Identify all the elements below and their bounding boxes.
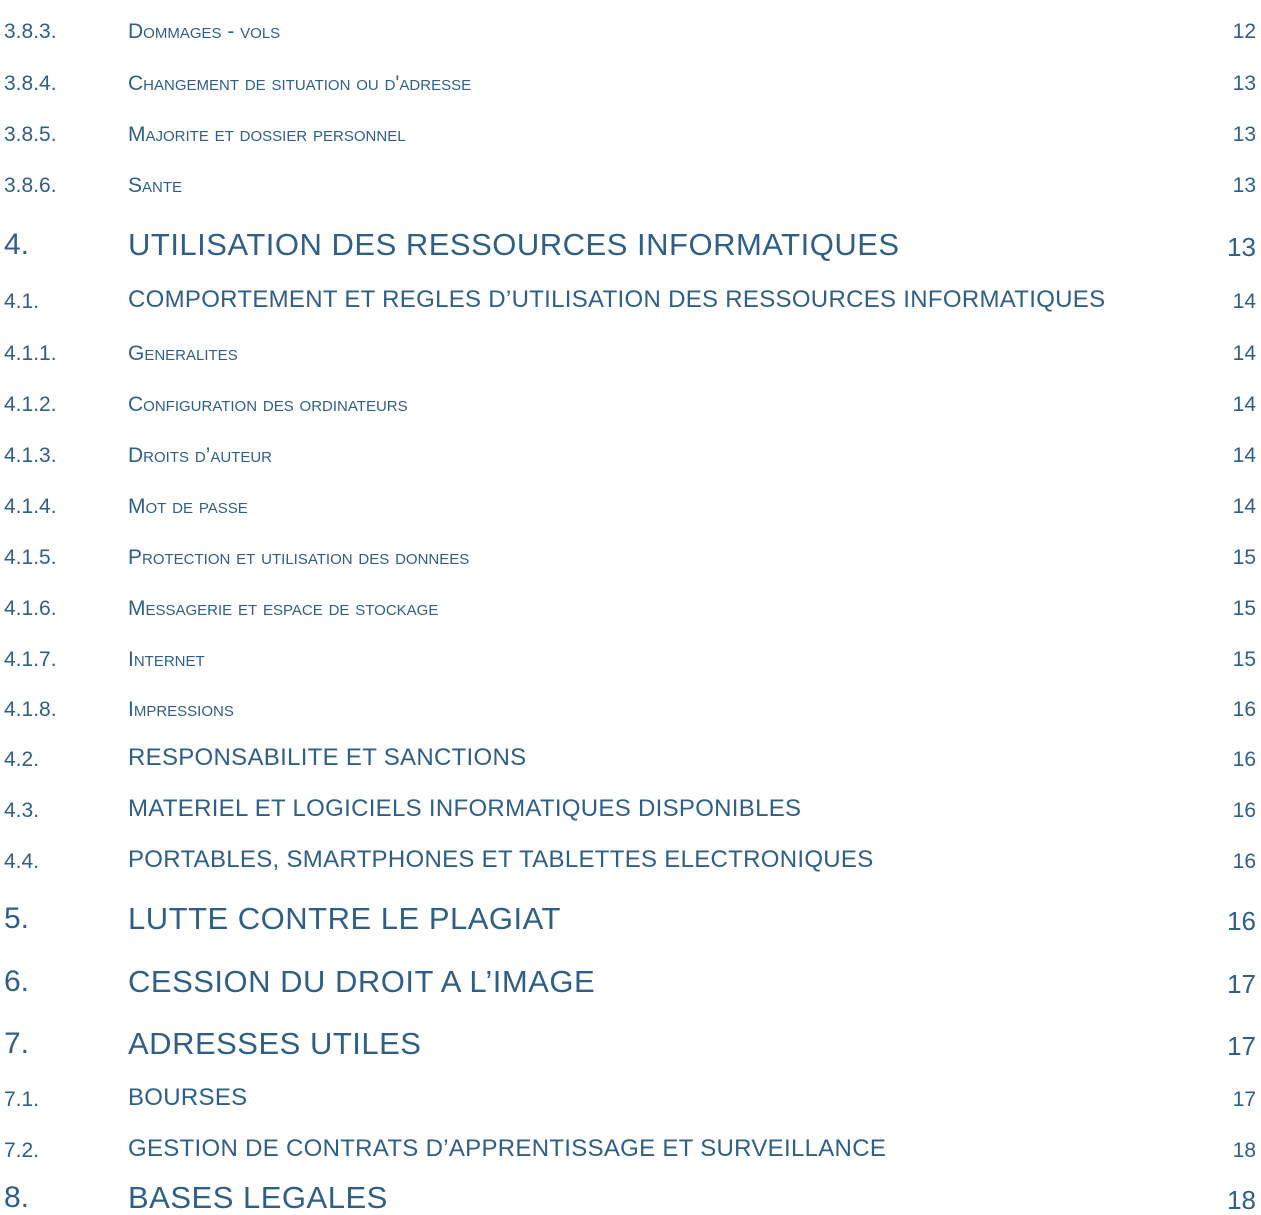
toc-entry-number: 4.1.2. [4, 393, 57, 416]
toc-entry-number: 4.1.1. [4, 342, 57, 365]
toc-entry-title: PORTABLES, SMARTPHONES ET TABLETTES ELECTRONIQUES [128, 846, 874, 873]
toc-entry-number: 7. [4, 1027, 30, 1060]
toc-entry-number: 4.4. [4, 850, 40, 873]
toc-entry-page-number: 16 [1232, 748, 1256, 771]
toc-entry-number: 4.1.3. [4, 444, 57, 467]
toc-entry-title: Messagerie et espace de stockage [128, 597, 439, 620]
toc-entry-number: 4.1. [4, 290, 40, 313]
toc-entry-title: RESPONSABILITE ET SANCTIONS [128, 744, 527, 771]
toc-entry-title: Protection et utilisation des donnees [128, 546, 470, 569]
toc-entry-title: BASES LEGALES [128, 1180, 388, 1215]
toc-entry-number: 4.1.8. [4, 698, 57, 721]
toc-entry-title: ADRESSES UTILES [128, 1026, 422, 1061]
toc-entry[interactable] [0, 1173, 1261, 1213]
toc-entry-number: 4. [4, 228, 30, 261]
toc-entry-page-number: 15 [1232, 597, 1256, 620]
toc-entry-title: Generalites [128, 342, 238, 365]
toc-entry-title: LUTTE CONTRE LE PLAGIAT [128, 901, 561, 936]
toc-entry-page-number: 16 [1232, 850, 1256, 873]
toc-entry-page-number: 13 [1232, 174, 1256, 197]
toc-entry[interactable] [0, 426, 1261, 466]
toc-entry-title: UTILISATION DES RESSOURCES INFORMATIQUES [128, 227, 900, 262]
toc-entry-page-number: 18 [1227, 1185, 1256, 1215]
toc-entry-page-number: 14 [1232, 444, 1256, 467]
toc-entry-number: 4.2. [4, 748, 40, 771]
toc-entry-number: 3.8.5. [4, 123, 57, 146]
toc-entry[interactable] [0, 54, 1261, 94]
toc-entry-title: Changement de situation ou d'adresse [128, 72, 472, 95]
toc-entry-title: Sante [128, 174, 183, 197]
toc-entry[interactable] [0, 528, 1261, 568]
toc-entry-title: Droits d’auteur [128, 444, 273, 467]
toc-entry-title: Majorite et dossier personnel [128, 123, 406, 146]
toc-entry-number: 3.8.3. [4, 20, 57, 43]
toc-entry-title: BOURSES [128, 1084, 248, 1111]
toc-entry-title: COMPORTEMENT ET REGLES D’UTILISATION DES RESSOURCES INFORMATIQUES [128, 286, 1106, 313]
toc-entry[interactable] [0, 1070, 1261, 1110]
toc-entry-page-number: 14 [1232, 290, 1256, 313]
toc-entry-number: 4.1.6. [4, 597, 57, 620]
toc-entry-title: Mot de passe [128, 495, 248, 518]
toc-entry-page-number: 14 [1232, 342, 1256, 365]
toc-entry-page-number: 17 [1227, 1031, 1256, 1061]
toc-entry-title: Dommages - vols [128, 20, 281, 43]
toc-entry-page-number: 14 [1232, 495, 1256, 518]
toc-entry[interactable] [0, 156, 1261, 196]
toc-entry[interactable] [0, 832, 1261, 872]
toc-entry-page-number: 17 [1232, 1088, 1256, 1111]
toc-entry[interactable] [0, 324, 1261, 364]
toc-entry[interactable] [0, 630, 1261, 670]
toc-entry-number: 4.1.7. [4, 648, 57, 671]
toc-entry-page-number: 12 [1232, 20, 1256, 43]
toc-entry-title: Configuration des ordinateurs [128, 393, 408, 416]
toc-entry[interactable] [0, 220, 1261, 260]
toc-entry[interactable] [0, 730, 1261, 770]
toc-entry-page-number: 15 [1232, 648, 1256, 671]
toc-entry-page-number: 16 [1232, 799, 1256, 822]
toc-entry-page-number: 17 [1227, 969, 1256, 999]
toc-entry[interactable] [0, 2, 1261, 42]
toc-entry[interactable] [0, 781, 1261, 821]
toc-entry[interactable] [0, 105, 1261, 145]
toc-entry-page-number: 13 [1232, 72, 1256, 95]
toc-entry-number: 3.8.6. [4, 174, 57, 197]
toc-entry-title: GESTION DE CONTRATS D’APPRENTISSAGE ET SURVEILLANCE [128, 1135, 887, 1162]
toc-entry-number: 3.8.4. [4, 72, 57, 95]
toc-entry-title: MATERIEL ET LOGICIELS INFORMATIQUES DISPONIBLES [128, 795, 802, 822]
toc-entry-page-number: 13 [1232, 123, 1256, 146]
toc-entry-page-number: 15 [1232, 546, 1256, 569]
toc-entry-number: 7.1. [4, 1088, 40, 1111]
toc-entry[interactable] [0, 375, 1261, 415]
toc-entry-page-number: 18 [1232, 1139, 1256, 1162]
toc-entry-number: 4.1.4. [4, 495, 57, 518]
toc-entry[interactable] [0, 1121, 1261, 1161]
toc-entry-page-number: 16 [1232, 698, 1256, 721]
toc-entry[interactable] [0, 477, 1261, 517]
toc-entry-page-number: 13 [1227, 232, 1256, 262]
toc-entry[interactable] [0, 272, 1261, 312]
toc-entry-number: 6. [4, 965, 30, 998]
toc-entry[interactable] [0, 680, 1261, 720]
toc-entry[interactable] [0, 894, 1261, 934]
toc-entry-title: Internet [128, 648, 205, 671]
toc-entry-number: 4.1.5. [4, 546, 57, 569]
toc-entry[interactable] [0, 579, 1261, 619]
toc-entry-number: 5. [4, 902, 30, 935]
toc-entry-title: Impressions [128, 698, 234, 721]
toc-entry-page-number: 14 [1232, 393, 1256, 416]
toc-entry[interactable] [0, 957, 1261, 997]
toc-entry-title: CESSION DU DROIT A L’IMAGE [128, 964, 596, 999]
toc-entry-number: 4.3. [4, 799, 40, 822]
toc-entry[interactable] [0, 1019, 1261, 1059]
toc-entry-number: 8. [4, 1181, 30, 1214]
toc-entry-page-number: 16 [1227, 906, 1256, 936]
toc-entry-number: 7.2. [4, 1139, 40, 1162]
